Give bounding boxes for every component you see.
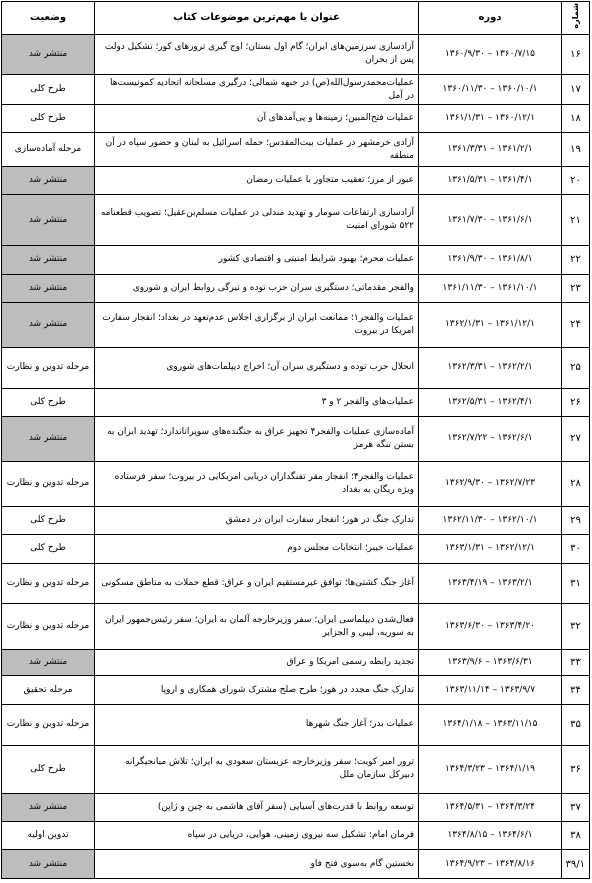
row-title: آزادسازی سرزمین‌های ایران؛ گام اول بستان؛ اوج گیری ترورهای کور؛ تشکیل دولت پس از بحران: [95, 34, 419, 75]
table-row: [2, 195, 590, 246]
row-status: منتشر شد: [2, 794, 95, 821]
row-number: ۳۶: [562, 745, 590, 794]
row-title: آزادسازی ارتفاعات سومار و تهدید مندلی در عملیات مسلم‌بن‌عقیل؛ تصویب قطعنامه ۵۲۲ شورای امنیت: [95, 195, 419, 246]
table-row: [2, 461, 590, 506]
table-row: [2, 34, 590, 75]
row-title: فعال‌شدن دیپلماسی ایران؛ سفر وزیرخارجه آلمان به ایران؛ سفر رئیس‌جمهور ایران به سوریه، لیبی و الجزایر: [95, 604, 419, 650]
row-number: ۱۸: [562, 104, 590, 132]
row-title: انحلال حزب توده و دستگیری سران آن؛ اخراج دیپلمات‌های شوروی: [95, 347, 419, 388]
row-number: ۲۳: [562, 274, 590, 302]
row-title: عملیات محرم؛ بهبود شرایط امنیتی و اقتصادی کشور: [95, 246, 419, 274]
row-title: عملیات بدر؛ آغاز جنگ شهرها: [95, 704, 419, 745]
row-status: منتشر شد: [2, 850, 95, 879]
row-period: ۱۳۶۴/۳/۲۴ – ۱۳۶۴/۵/۳۱: [419, 794, 562, 821]
row-title: ترور امیر کویت؛ سفر وزیرخارجه عربستان سعودی به ایران؛ تلاش میانجیگرانه دبیرکل سازمان ملل: [95, 745, 419, 794]
row-number: ۱۶: [562, 34, 590, 75]
table-row: [2, 133, 590, 167]
row-period: ۱۳۶۰/۱۲/۱ – ۱۳۶۱/۱/۳۱: [419, 104, 562, 132]
table-row: [2, 704, 590, 745]
row-number: ۳۴: [562, 676, 590, 704]
row-title: والفجر مقدماتی؛ دستگیری سران حزب توده و تیرگی روابط ایران و شوروی: [95, 274, 419, 302]
row-title: عملیات خیبر؛ انتخابات مجلس دوم: [95, 535, 419, 563]
row-period: ۱۳۶۴/۶/۱ – ۱۳۶۴/۸/۱۵: [419, 821, 562, 849]
table-row: [2, 794, 590, 821]
row-status: مرحله تدوین و نظارت: [2, 563, 95, 604]
row-status: منتشر شد: [2, 649, 95, 675]
table-row: [2, 506, 590, 534]
table-row: [2, 166, 590, 194]
row-period: ۱۳۶۲/۱۰/۱ – ۱۳۶۲/۱۱/۳۰: [419, 506, 562, 534]
table-header-row: [2, 2, 590, 35]
row-title: عملیات والفجر۴؛ انفجار مقر تفنگداران دریایی امریکایی در بیروت؛ سفر فرستاده ویژه ریگان به بغداد: [95, 461, 419, 506]
row-period: ۱۳۶۰/۱۰/۱ – ۱۳۶۰/۱۱/۳۰: [419, 75, 562, 105]
row-period: ۱۳۶۴/۱/۱۹ – ۱۳۶۴/۳/۲۳: [419, 745, 562, 794]
row-period: ۱۳۶۰/۷/۱۵ – ۱۳۶۰/۹/۳۰: [419, 34, 562, 75]
table-row: [2, 649, 590, 675]
row-period: ۱۳۶۳/۲/۱ – ۱۳۶۳/۴/۱۹: [419, 563, 562, 604]
table-row: [2, 104, 590, 132]
table-row: [2, 850, 590, 879]
row-period: ۱۳۶۲/۷/۲۳ – ۱۳۶۲/۹/۳۰: [419, 461, 562, 506]
row-status: منتشر شد: [2, 417, 95, 462]
row-number: ۳۰: [562, 535, 590, 563]
table-row: [2, 563, 590, 604]
table-row: [2, 274, 590, 302]
row-number: ۲۰: [562, 166, 590, 194]
row-title: عملیات‌های والفجر ۲ و ۳: [95, 388, 419, 416]
row-title: عملیات والفجر۱؛ ممانعت ایران از برگزاری اجلاس عدم‌تعهد در بغداد؛ انفجار سفارت امریکا در بیروت: [95, 303, 419, 348]
books-table-container: [1, 1, 589, 879]
row-period: ۱۳۶۲/۲/۱ – ۱۳۶۲/۳/۳۱: [419, 347, 562, 388]
table-row: [2, 347, 590, 388]
row-period: ۱۳۶۱/۲/۱ – ۱۳۶۱/۳/۳۱: [419, 133, 562, 167]
table-row: [2, 246, 590, 274]
row-number: ۳۷: [562, 794, 590, 821]
row-period: ۱۳۶۱/۴/۱ – ۱۳۶۱/۵/۳۱: [419, 166, 562, 194]
row-period: ۱۳۶۳/۹/۷ – ۱۳۶۳/۱۱/۱۴: [419, 676, 562, 704]
row-number: ۱۹: [562, 133, 590, 167]
row-title: آزادی خرمشهر در عملیات بیت‌المقدس؛ حمله اسرائیل به لبنان و حضور سپاه در آن منطقه: [95, 133, 419, 167]
table-row: [2, 604, 590, 650]
row-status: مرحله آماده‌سازی: [2, 133, 95, 167]
row-title: تدارک جنگ مجدد در هور؛ طرح صلح مشترک شورای همکاری و اروپا: [95, 676, 419, 704]
row-status: مرحله تدوین و نظارت: [2, 461, 95, 506]
row-status: منتشر شد: [2, 34, 95, 75]
row-number: ۳۲: [562, 604, 590, 650]
row-status: مرحله تحقیق: [2, 676, 95, 704]
row-status: طرح کلی: [2, 104, 95, 132]
table-row: [2, 417, 590, 462]
row-status: طرح کلی: [2, 506, 95, 534]
row-number: ۲۴: [562, 303, 590, 348]
row-title: عملیات فتح‌المبین؛ زمینه‌ها و پی‌آمدهای آن: [95, 104, 419, 132]
row-number: ۳۳: [562, 649, 590, 675]
table-row: [2, 388, 590, 416]
table-row: [2, 745, 590, 794]
row-status: منتشر شد: [2, 274, 95, 302]
row-status: طرح کلی: [2, 535, 95, 563]
row-number: ۱۷: [562, 75, 590, 105]
row-number: ۲۸: [562, 461, 590, 506]
row-period: ۱۳۶۴/۸/۱۶ – ۱۳۶۴/۹/۲۳: [419, 850, 562, 879]
row-number: ۲۶: [562, 388, 590, 416]
row-number: ۲۷: [562, 417, 590, 462]
row-number: ۲۲: [562, 246, 590, 274]
row-period: ۱۳۶۲/۱۲/۱ – ۱۳۶۳/۱/۳۱: [419, 535, 562, 563]
row-status: منتشر شد: [2, 303, 95, 348]
row-status: منتشر شد: [2, 246, 95, 274]
row-status: مرحله تدوین و نظارت: [2, 704, 95, 745]
row-status: مرحله تدوین و نظارت: [2, 347, 95, 388]
table-row: [2, 75, 590, 105]
row-status: منتشر شد: [2, 195, 95, 246]
row-title: فرمان امام: تشکیل سه نیروی زمینی، هوایی، دریایی در سپاه: [95, 821, 419, 849]
row-title: عملیات‌محمدرسول‌الله(ص) در جبهه شمالی؛ درگیری مسلحانه اتحادیه کمونیست‌ها در آمل: [95, 75, 419, 105]
row-number: ۳۹/۱: [562, 850, 590, 879]
row-period: ۱۳۶۳/۱۱/۱۵ – ۱۳۶۴/۱/۱۸: [419, 704, 562, 745]
row-period: ۱۳۶۲/۶/۱ – ۱۳۶۲/۷/۲۲: [419, 417, 562, 462]
row-status: طرح کلی: [2, 745, 95, 794]
row-period: ۱۳۶۱/۱۰/۱ – ۱۳۶۱/۱۱/۳۰: [419, 274, 562, 302]
table-row: [2, 676, 590, 704]
row-title: عبور از مرز؛ تعقیب متجاوز با عملیات رمضان: [95, 166, 419, 194]
row-status: منتشر شد: [2, 166, 95, 194]
header-title: عنوان یا مهم‌ترین موضوعات کتاب: [95, 2, 419, 35]
row-period: ۱۳۶۲/۴/۱ – ۱۳۶۲/۵/۳۱: [419, 388, 562, 416]
row-title: آماده‌سازی عملیات والفجر۴ تجهیز عراق به جنگنده‌های سوپراتاندارد؛ تهدید ایران به بستن تنگه هرمز: [95, 417, 419, 462]
row-period: ۱۳۶۳/۶/۳۱ – ۱۳۶۳/۹/۶: [419, 649, 562, 675]
row-title: نخستین گام به‌سوی فتح فاو: [95, 850, 419, 879]
table-row: [2, 535, 590, 563]
header-period: دوره: [419, 2, 562, 35]
books-status-table: [1, 1, 590, 879]
row-status: تدوین اولیه: [2, 821, 95, 849]
row-title: تدارک جنگ در هور؛ انفجار سفارت ایران در دمشق: [95, 506, 419, 534]
row-number: ۲۹: [562, 506, 590, 534]
row-period: ۱۳۶۱/۸/۱ – ۱۳۶۱/۹/۳۰: [419, 246, 562, 274]
header-number: شماره: [562, 2, 590, 35]
row-title: توسعه روابط با قدرت‌های آسیایی (سفر آقای هاشمی به چین و ژاپن): [95, 794, 419, 821]
row-number: ۲۱: [562, 195, 590, 246]
row-period: ۱۳۶۱/۱۲/۱ – ۱۳۶۲/۱/۳۱: [419, 303, 562, 348]
row-status: طرح کلی: [2, 75, 95, 105]
header-status: وضعیت: [2, 2, 95, 35]
row-title: تجدید رابطه رسمی امریکا و عراق: [95, 649, 419, 675]
row-status: مرحله تدوین و نظارت: [2, 604, 95, 650]
row-period: ۱۳۶۳/۴/۲۰ – ۱۳۶۳/۶/۳۰: [419, 604, 562, 650]
table-row: [2, 821, 590, 849]
table-row: [2, 303, 590, 348]
row-number: ۳۱: [562, 563, 590, 604]
row-number: ۳۸: [562, 821, 590, 849]
row-status: طرح کلی: [2, 388, 95, 416]
row-title: آغاز جنگ کشتی‌ها؛ توافق غیرمستقیم ایران و عراق: قطع حملات به مناطق مسکونی: [95, 563, 419, 604]
row-period: ۱۳۶۱/۶/۱ – ۱۳۶۱/۷/۳۰: [419, 195, 562, 246]
row-number: ۳۵: [562, 704, 590, 745]
row-number: ۲۵: [562, 347, 590, 388]
